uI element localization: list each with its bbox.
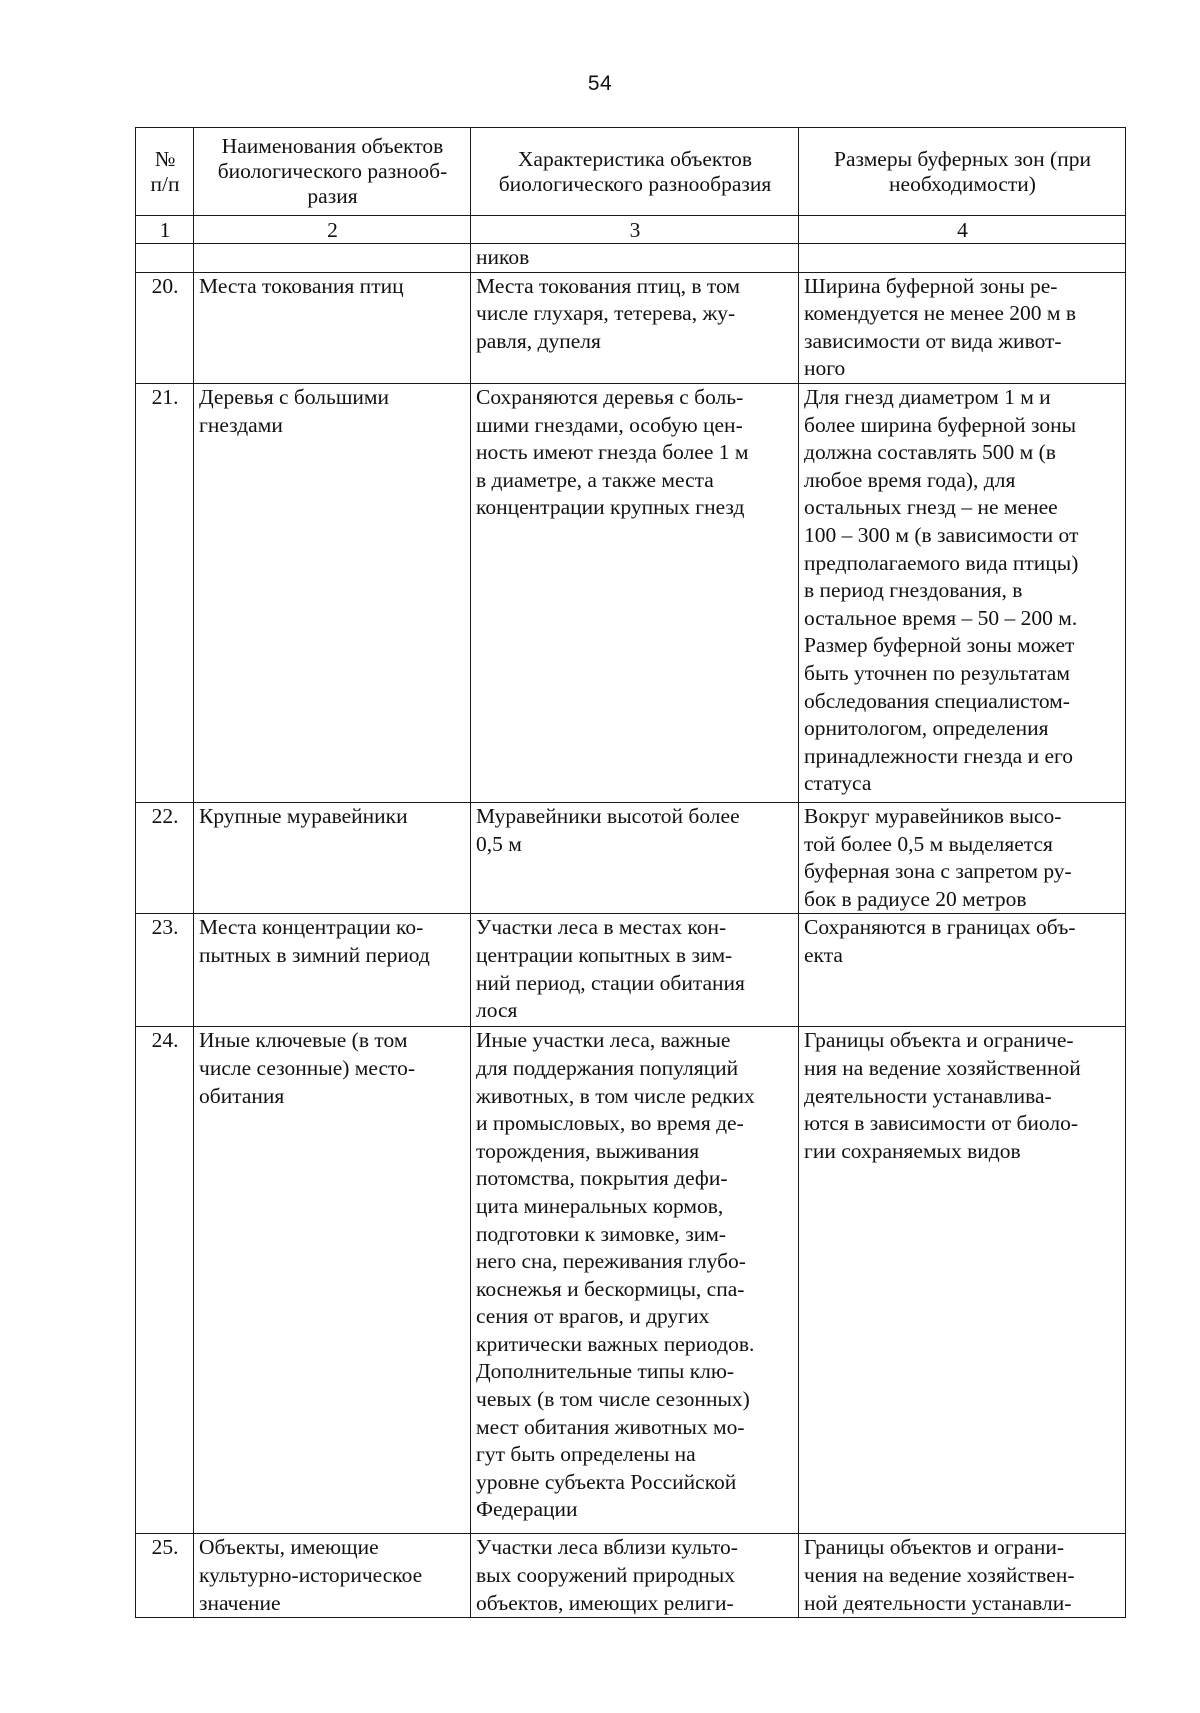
text-line: должна составлять 500 м (в: [804, 440, 1056, 465]
text-line: Характеристика объектов: [517, 146, 753, 171]
page-number: 54: [587, 72, 613, 95]
text-line: ников: [476, 245, 530, 269]
characteristic-cell: [471, 914, 799, 1027]
text-line: Размеры буферных зон (при: [834, 146, 1091, 171]
text-line: Места токования птиц, в том: [476, 273, 740, 298]
text-line: лося: [476, 998, 518, 1023]
text-line: любое время года), для: [804, 467, 1016, 492]
text-line: обследования специалистом-: [804, 688, 1070, 713]
text-line: Участки леса вблизи культо-: [476, 1535, 738, 1560]
characteristic-cell: [471, 1027, 799, 1534]
text-line: ной деятельности устанавли-: [804, 1590, 1072, 1615]
text-line: подготовки к зимовке, зим-: [476, 1221, 726, 1246]
text-line: цита минеральных кормов,: [476, 1193, 724, 1218]
row-number: 21.: [136, 383, 194, 802]
text-line: шими гнездами, особую цен-: [476, 412, 743, 437]
text-line: Муравейники высотой более: [476, 803, 740, 828]
text-line: культурно-историческое: [199, 1562, 423, 1587]
text-line: биологического разнооб-: [217, 159, 448, 183]
text-line: Деревья с большими: [199, 384, 390, 409]
text-line: остальное время – 50 – 200 м.: [804, 605, 1078, 630]
characteristic-cell: [471, 272, 799, 383]
text-line: Участки леса в местах кон-: [476, 915, 727, 940]
text-line: торождения, выживания: [476, 1138, 700, 1163]
column-number: 3: [471, 216, 799, 244]
object-name-cell: [194, 1027, 471, 1534]
text-line: потомства, покрытия дефи-: [476, 1166, 728, 1191]
column-number: 2: [194, 216, 471, 244]
text-line: коснежья и бескормицы, спа-: [476, 1276, 745, 1301]
text-line: Крупные муравейники: [199, 803, 408, 828]
header-cell-characteristic: [471, 128, 799, 216]
row-number: 24.: [136, 1027, 194, 1534]
table-row: [136, 802, 1126, 913]
text-line: Сохраняются деревья с боль-: [476, 384, 744, 409]
characteristic-cell: [471, 802, 799, 913]
text-line: Места концентрации ко-: [199, 915, 424, 940]
text-line: предполагаемого вида птицы): [804, 550, 1079, 575]
continuation-row: [136, 244, 1126, 273]
text-line: сения от врагов, и других: [476, 1304, 710, 1329]
object-name-cell: [194, 272, 471, 383]
text-line: разия: [307, 184, 358, 208]
text-line: критически важных периодов.: [476, 1331, 755, 1356]
header-cell-number: [136, 128, 194, 216]
text-line: мест обитания животных мо-: [476, 1414, 745, 1439]
text-line: чения на ведение хозяйствен-: [804, 1562, 1075, 1587]
text-line: Размер буферной зоны может: [804, 633, 1075, 658]
text-line: гут быть определены на: [476, 1442, 696, 1467]
row-number: [136, 244, 194, 273]
text-line: уровне субъекта Российской: [476, 1469, 737, 1494]
text-line: п/п: [150, 171, 180, 196]
text-line: №: [154, 146, 176, 171]
row-number: 20.: [136, 272, 194, 383]
row-number: 22.: [136, 802, 194, 913]
table-row: [136, 272, 1126, 383]
text-line: Вокруг муравейников высо-: [804, 803, 1062, 828]
text-line: 100 – 300 м (в зависимости от: [804, 522, 1079, 547]
buffer-zone-cell: [799, 802, 1126, 913]
text-line: Дополнительные типы клю-: [476, 1359, 735, 1384]
object-name-cell: [194, 244, 471, 273]
characteristic-cell: [471, 383, 799, 802]
text-line: екта: [804, 942, 843, 967]
text-line: биологического разнообразия: [498, 171, 772, 196]
column-numbers-row: [136, 216, 1126, 244]
text-line: Ширина буферной зоны ре-: [804, 273, 1058, 298]
text-line: быть уточнен по результатам: [804, 660, 1070, 685]
row-number: 23.: [136, 914, 194, 1027]
text-line: Федерации: [476, 1497, 578, 1522]
text-line: Объекты, имеющие: [199, 1535, 379, 1560]
text-line: комендуется не менее 200 м в: [804, 301, 1077, 326]
text-line: концентрации крупных гнезд: [476, 495, 745, 520]
characteristic-cell: [471, 1534, 799, 1618]
table-header-row: [136, 128, 1126, 216]
text-line: ного: [804, 356, 846, 381]
text-line: Границы объектов и ограни-: [804, 1535, 1064, 1560]
text-line: чевых (в том числе сезонных): [476, 1387, 750, 1412]
table-row: [136, 914, 1126, 1027]
buffer-zone-cell: [799, 1027, 1126, 1534]
text-line: Иные ключевые (в том: [199, 1028, 408, 1053]
header-cell-buffer-zone: [799, 128, 1126, 216]
text-line: равля, дупеля: [476, 328, 601, 353]
buffer-zone-cell: [799, 914, 1126, 1027]
text-line: зависимости от вида живот-: [804, 328, 1062, 353]
buffer-zone-cell: [799, 383, 1126, 802]
text-line: Места токования птиц: [199, 273, 404, 298]
text-line: ются в зависимости от биоло-: [804, 1111, 1079, 1136]
text-line: гии сохраняемых видов: [804, 1138, 1021, 1163]
text-line: для поддержания популяций: [476, 1055, 739, 1080]
header-cell-name: [194, 128, 471, 216]
text-line: него сна, переживания глубо-: [476, 1249, 746, 1274]
text-line: Для гнезд диаметром 1 м и: [804, 384, 1051, 409]
biodiversity-objects-table: [135, 127, 1126, 1618]
text-line: Границы объекта и ограниче-: [804, 1028, 1074, 1053]
text-line: деятельности устанавлива-: [804, 1083, 1052, 1108]
text-line: вых сооружений природных: [476, 1562, 735, 1587]
text-line: пытных в зимний период: [199, 942, 430, 967]
object-name-cell: [194, 914, 471, 1027]
table-row: [136, 1027, 1126, 1534]
text-line: значение: [199, 1590, 281, 1615]
text-line: в период гнездования, в: [804, 578, 1023, 603]
buffer-zone-cell: [799, 272, 1126, 383]
text-line: необходимости): [889, 171, 1036, 196]
text-line: гнездами: [199, 412, 283, 437]
text-line: Сохраняются в границах объ-: [804, 915, 1076, 940]
text-line: центрации копытных в зим-: [476, 942, 733, 967]
characteristic-cell: [471, 244, 799, 273]
text-line: животных, в том числе редких: [476, 1083, 755, 1108]
text-line: ний период, стации обитания: [476, 970, 745, 995]
row-number: 25.: [136, 1534, 194, 1618]
text-line: буферная зона с запретом ру-: [804, 859, 1072, 884]
buffer-zone-cell: [799, 244, 1126, 273]
text-line: объектов, имеющих религи-: [476, 1590, 734, 1615]
text-line: остальных гнезд – не менее: [804, 495, 1058, 520]
text-line: числе глухаря, тетерева, жу-: [476, 301, 736, 326]
text-line: ность имеют гнезда более 1 м: [476, 440, 749, 465]
column-number: 1: [136, 216, 194, 244]
text-line: и промысловых, во время де-: [476, 1111, 744, 1136]
text-line: Иные участки леса, важные: [476, 1028, 731, 1053]
text-line: принадлежности гнезда и его: [804, 743, 1074, 768]
table-row: [136, 1534, 1126, 1618]
text-line: орнитологом, определения: [804, 716, 1049, 741]
text-line: той более 0,5 м выделяется: [804, 831, 1053, 856]
text-line: обитания: [199, 1083, 285, 1108]
text-line: Наименования объектов: [221, 134, 444, 158]
text-line: более ширина буферной зоны: [804, 412, 1077, 437]
text-line: 0,5 м: [476, 831, 522, 856]
object-name-cell: [194, 1534, 471, 1618]
text-line: числе сезонные) место-: [199, 1055, 416, 1080]
text-line: статуса: [804, 771, 872, 796]
column-number: 4: [799, 216, 1126, 244]
text-line: ния на ведение хозяйственной: [804, 1055, 1081, 1080]
buffer-zone-cell: [799, 1534, 1126, 1618]
table-row: [136, 383, 1126, 802]
object-name-cell: [194, 383, 471, 802]
text-line: бок в радиусе 20 метров: [804, 886, 1027, 911]
object-name-cell: [194, 802, 471, 913]
text-line: в диаметре, а также места: [476, 467, 714, 492]
